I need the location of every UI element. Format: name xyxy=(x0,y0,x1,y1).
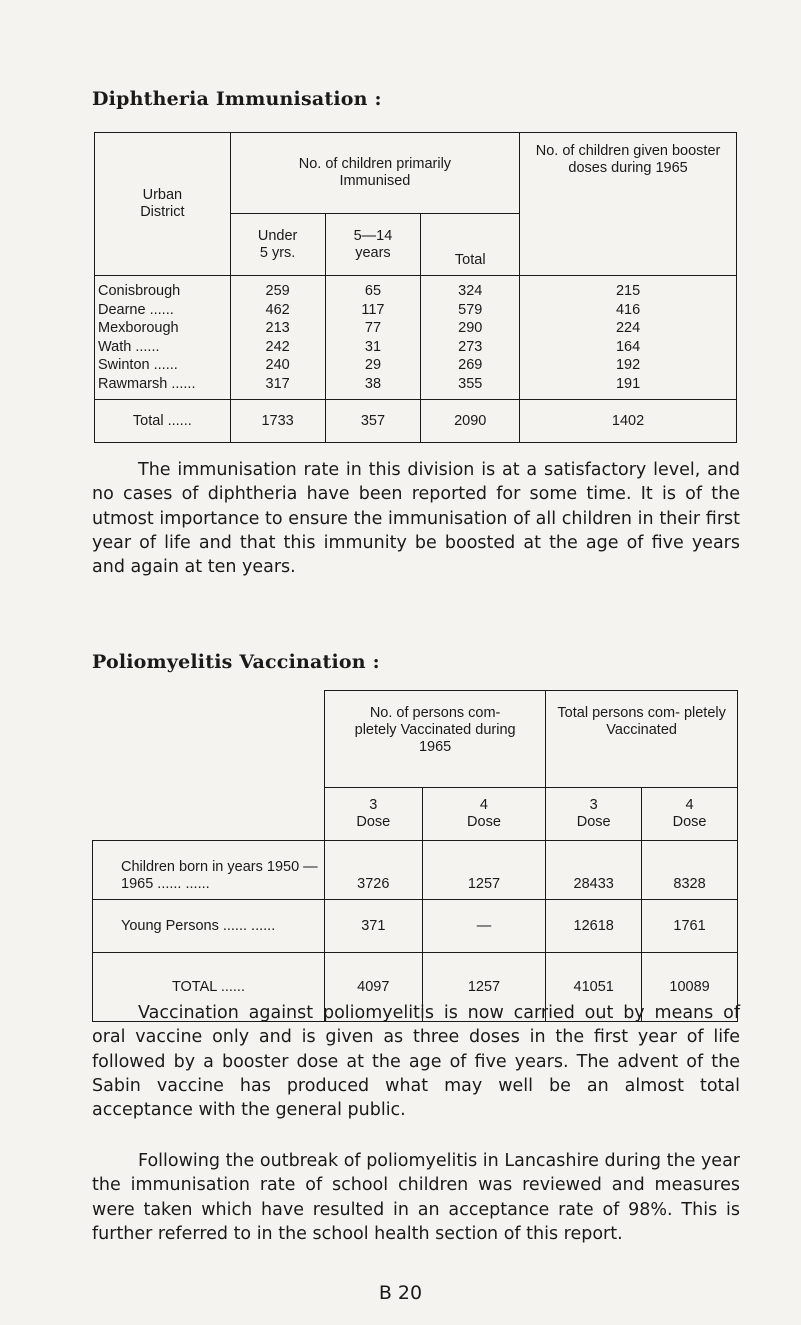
col-header-dose3: 3 Dose xyxy=(546,788,642,841)
dose3-total-cell: 12618 xyxy=(546,900,642,953)
dose4-total-cell: 1761 xyxy=(642,900,738,953)
table-row xyxy=(93,900,738,953)
col-header-under5: Under 5 yrs. xyxy=(230,214,325,276)
dose3-1965-cell: 371 xyxy=(324,900,422,953)
table-row xyxy=(95,301,737,320)
col-header-district: Urban District xyxy=(95,133,231,276)
district-cell: Rawmarsh ...... xyxy=(95,375,231,400)
polio-table xyxy=(92,690,738,1022)
col-header-primary: No. of children primarily Immunised xyxy=(230,133,519,214)
row-label: Children born in years 1950 — 1965 ...... ...... xyxy=(93,841,325,900)
booster-cell: 224 xyxy=(520,319,737,338)
dose4-1965-cell: 1257 xyxy=(422,953,546,1022)
total-cell: 2090 xyxy=(421,400,520,443)
district-cell: Dearne ...... xyxy=(95,301,231,320)
district-cell: Conisbrough xyxy=(95,276,231,301)
table-row xyxy=(95,276,737,301)
under5-cell: 242 xyxy=(230,338,325,357)
col-header-dose4: 4 Dose xyxy=(642,788,738,841)
total-cell: 355 xyxy=(421,375,520,400)
total-cell: 290 xyxy=(421,319,520,338)
dose4-1965-cell: 1257 xyxy=(422,841,546,900)
booster-cell: 215 xyxy=(520,276,737,301)
table-row xyxy=(95,338,737,357)
table-row xyxy=(95,319,737,338)
total-cell: 269 xyxy=(421,356,520,375)
blank-corner xyxy=(93,691,325,841)
row-label: TOTAL ...... xyxy=(93,953,325,1022)
total-row xyxy=(95,400,737,443)
polio-heading: Poliomyelitis Vaccination : xyxy=(92,651,380,673)
polio-paragraph-1: Vaccination against poliomyelitis is now carried out by means of oral vaccine only and is given as three doses in the first year of life followed by a booster dose at the age of five years. The advent of the Sabin vaccine has produced what may well be an almost total acceptance with the general public. xyxy=(92,1003,740,1121)
page-number: B 20 xyxy=(378,1282,423,1304)
booster-cell: 416 xyxy=(520,301,737,320)
col-header-dose4: 4 Dose xyxy=(422,788,546,841)
age5-14-cell: 77 xyxy=(325,319,421,338)
table-row xyxy=(93,841,738,900)
age5-14-cell: 29 xyxy=(325,356,421,375)
dose3-total-cell: 28433 xyxy=(546,841,642,900)
district-cell: Swinton ...... xyxy=(95,356,231,375)
under5-cell: 259 xyxy=(230,276,325,301)
dose4-total-cell: 10089 xyxy=(642,953,738,1022)
booster-cell: 1402 xyxy=(520,400,737,443)
age5-14-cell: 38 xyxy=(325,375,421,400)
age5-14-cell: 357 xyxy=(325,400,421,443)
diphtheria-table xyxy=(94,132,737,443)
district-cell: Wath ...... xyxy=(95,338,231,357)
row-label: Young Persons ...... ...... xyxy=(93,900,325,953)
table-row xyxy=(95,356,737,375)
col-header-during-1965: No. of persons com- pletely Vaccinated during 1965 xyxy=(324,691,545,788)
total-cell: 579 xyxy=(421,301,520,320)
total-cell: 324 xyxy=(421,276,520,301)
booster-cell: 191 xyxy=(520,375,737,400)
dose4-total-cell: 8328 xyxy=(642,841,738,900)
age5-14-cell: 65 xyxy=(325,276,421,301)
diphtheria-paragraph: The immunisation rate in this division is at a satisfactory level, and no cases of diphtheria have been reported for some time. It is of the utmost importance to ensure the immunisation of all children in their first year of life and that this immunity be boosted at the age of five years and again at ten years. xyxy=(92,460,740,578)
under5-cell: 213 xyxy=(230,319,325,338)
district-cell: Mexborough xyxy=(95,319,231,338)
col-header-dose3: 3 Dose xyxy=(324,788,422,841)
col-header-total: Total xyxy=(421,214,520,276)
total-cell: 273 xyxy=(421,338,520,357)
col-header-5-14: 5—14 years xyxy=(325,214,421,276)
booster-cell: 164 xyxy=(520,338,737,357)
table-row xyxy=(95,375,737,400)
col-header-booster: No. of children given booster doses during 1965 xyxy=(520,133,737,276)
dose4-1965-cell: — xyxy=(422,900,546,953)
booster-cell: 192 xyxy=(520,356,737,375)
dose3-1965-cell: 4097 xyxy=(324,953,422,1022)
under5-cell: 462 xyxy=(230,301,325,320)
dose3-total-cell: 41051 xyxy=(546,953,642,1022)
diphtheria-heading: Diphtheria Immunisation : xyxy=(92,88,382,110)
age5-14-cell: 117 xyxy=(325,301,421,320)
dose3-1965-cell: 3726 xyxy=(324,841,422,900)
under5-cell: 1733 xyxy=(230,400,325,443)
age5-14-cell: 31 xyxy=(325,338,421,357)
polio-paragraph-2: Following the outbreak of poliomyelitis in Lancashire during the year the immunisation rate of school children was reviewed and measures were taken which have resulted in an acceptance rate of 98%. This is further referred to in the school health section of this report. xyxy=(92,1151,740,1244)
col-header-total-persons: Total persons com- pletely Vaccinated xyxy=(546,691,738,788)
under5-cell: 240 xyxy=(230,356,325,375)
total-label: Total ...... xyxy=(95,400,231,443)
under5-cell: 317 xyxy=(230,375,325,400)
